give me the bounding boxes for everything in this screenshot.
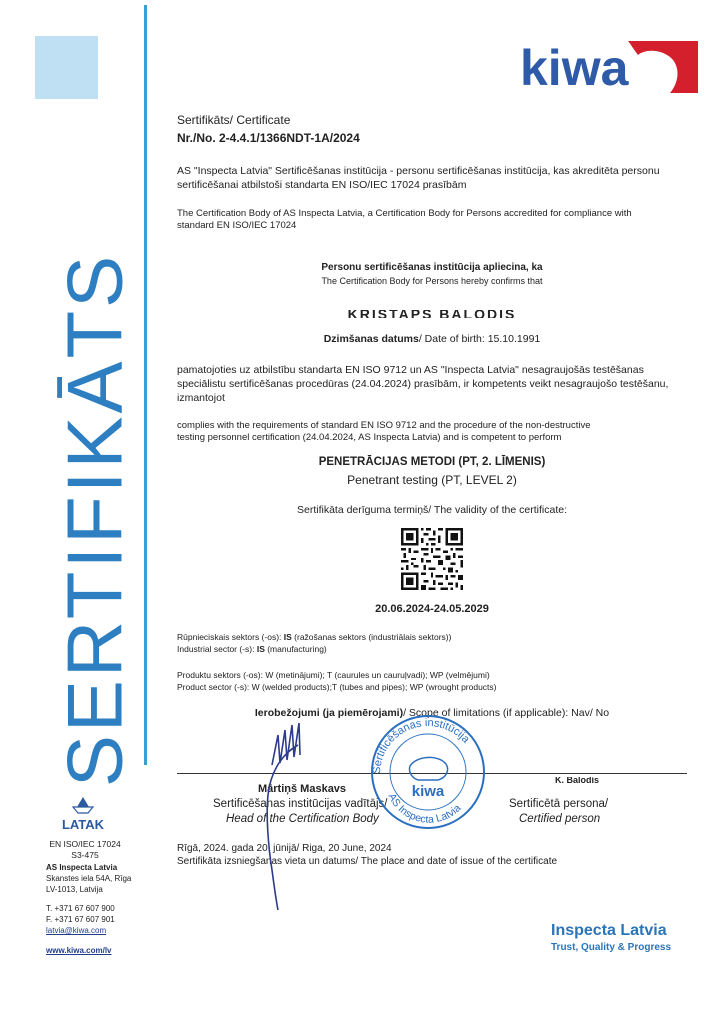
certified-person-role-en: Certified person	[519, 813, 601, 825]
certificate-title: Sertifikāts/ Certificate	[177, 113, 291, 127]
stamp-bottom-text: AS Inspecta Latvia	[385, 791, 464, 826]
person-name: KRISTAPS BALODIS	[347, 310, 517, 318]
company-fax: F. +371 67 607 901	[46, 915, 115, 924]
latak-logo	[58, 795, 108, 835]
industrial-en-label: Industrial sector (-s):	[177, 644, 257, 654]
certified-person-name: K. Balodis	[555, 777, 600, 783]
kiwa-logo	[520, 35, 700, 97]
issue-caption: Sertifikāta izsniegšanas vieta un datums/ The place and date of issue of the certificate	[177, 856, 558, 867]
decorative-square	[35, 36, 98, 99]
industrial-sector-lv	[177, 632, 451, 642]
qr-code	[401, 528, 463, 590]
date-of-birth	[177, 333, 687, 345]
industrial-sector-en	[177, 644, 327, 654]
issue-place-date: Rīgā, 2024. gada 20. jūnijā/ Riga, 20 June, 2024	[177, 843, 392, 854]
dob-label: Dzimšanas datums	[323, 333, 419, 345]
stamp-beaver-icon	[409, 757, 447, 780]
decorative-vertical-line	[144, 5, 147, 765]
dob-value: / Date of birth: 15.10.1991	[418, 333, 541, 345]
latak-logo-text: LATAK	[61, 817, 105, 832]
limitations-label: Ierobežojumi (ja piemērojami)	[254, 707, 404, 719]
industrial-lv-code: IS	[283, 632, 292, 642]
product-sector-en: Product sector (-s): W (welded products);T (tubes and pipes); WP (wrought products)	[177, 682, 497, 692]
company-website-link[interactable]: www.kiwa.com/lv	[46, 946, 112, 955]
company-phone: T. +371 67 607 900	[46, 904, 115, 913]
inspecta-tagline: Trust, Quality & Progress	[551, 942, 672, 953]
beaver-icon	[628, 41, 698, 93]
method-lv: PENETRĀCIJAS METODI (PT, 2. LĪMENIS)	[318, 456, 546, 468]
intro-lv-2: sertificēšanai atbilstoši standarta EN ISO/IEC 17024 prasībām	[177, 179, 467, 191]
head-name: Mārtiņš Maskavs	[258, 783, 347, 795]
compliance-en-1: complies with the requirements of standard EN ISO 9712 and the procedure of the non-destructive	[177, 420, 591, 431]
stamp-center-text: kiwa	[411, 783, 445, 800]
handwritten-signature	[250, 705, 320, 915]
company-address-1: Skanstes iela 54A, Rīga	[46, 874, 132, 883]
intro-en-2: standard EN ISO/IEC 17024	[177, 220, 297, 231]
accreditation-standard: EN ISO/IEC 17024	[49, 839, 121, 849]
inspecta-brand-name: Inspecta Latvia	[551, 922, 667, 939]
compliance-lv-2: speciālistu sertificēšanas procedūras (24.04.2024) prasībām, ir kompetents veikt nesagraujošo testēšanu,	[177, 378, 669, 390]
industrial-en-code: IS	[256, 644, 265, 654]
confirm-lv: Personu sertificēšanas institūcija apliecina, ka	[321, 262, 543, 273]
company-email-link[interactable]: latvia@kiwa.com	[46, 926, 107, 935]
stamp-top-text: Sertificēšanas institūcija	[370, 716, 472, 775]
validity-dates: 20.06.2024-24.05.2029	[375, 603, 489, 615]
industrial-en-desc: (manufacturing)	[264, 644, 327, 654]
company-name: AS Inspecta Latvia	[46, 863, 118, 872]
compliance-lv-3: izmantojot	[177, 392, 225, 404]
accreditation-code: S3-475	[71, 850, 99, 860]
certification-stamp	[360, 708, 495, 830]
limitations-value: / Scope of limitations (if applicable): Nav/ No	[403, 707, 610, 719]
kiwa-wordmark: kiwa	[520, 40, 629, 96]
intro-lv-1: AS "Inspecta Latvia" Sertificēšanas institūcija - personu sertificēšanas institūcija, kas akreditēta personu	[177, 165, 660, 177]
product-sector-lv: Produktu sektors (-os): W (metinājumi); T (caurules un cauruļvadi); WP (velmējumi)	[177, 670, 490, 680]
industrial-lv-label: Rūpnieciskais sektors (-os):	[177, 632, 284, 642]
head-role-lv: Sertificēšanas institūcijas vadītājs/	[213, 798, 388, 810]
company-address-2: LV-1013, Latvija	[46, 885, 103, 894]
confirm-en: The Certification Body for Persons hereby confirms that	[321, 276, 543, 286]
intro-en-1: The Certification Body of AS Inspecta Latvia, a Certification Body for Persons accredited for compliance with	[177, 208, 632, 219]
certificate-number: Nr./No. 2-4.4.1/1366NDT-1A/2024	[177, 131, 360, 145]
industrial-lv-desc: (ražošanas sektors (industriālais sektors))	[291, 632, 452, 642]
vertical-title: SERTIFIKĀTS	[50, 252, 139, 788]
head-role-en: Head of the Certification Body	[226, 813, 379, 825]
compliance-lv-1: pamatojoties uz atbilstību standarta EN ISO 9712 un AS "Inspecta Latvia" nesagraujošās testēšanas	[177, 364, 644, 376]
validity-label: Sertifikāta derīguma termiņš/ The validity of the certificate:	[296, 504, 567, 516]
compliance-en-2: testing personnel certification (24.04.2024, AS Inspecta Latvia) and is competent to perform	[177, 432, 562, 443]
method-en: Penetrant testing (PT, LEVEL 2)	[347, 473, 517, 487]
certified-person-role-lv: Sertificētā persona/	[509, 798, 609, 810]
